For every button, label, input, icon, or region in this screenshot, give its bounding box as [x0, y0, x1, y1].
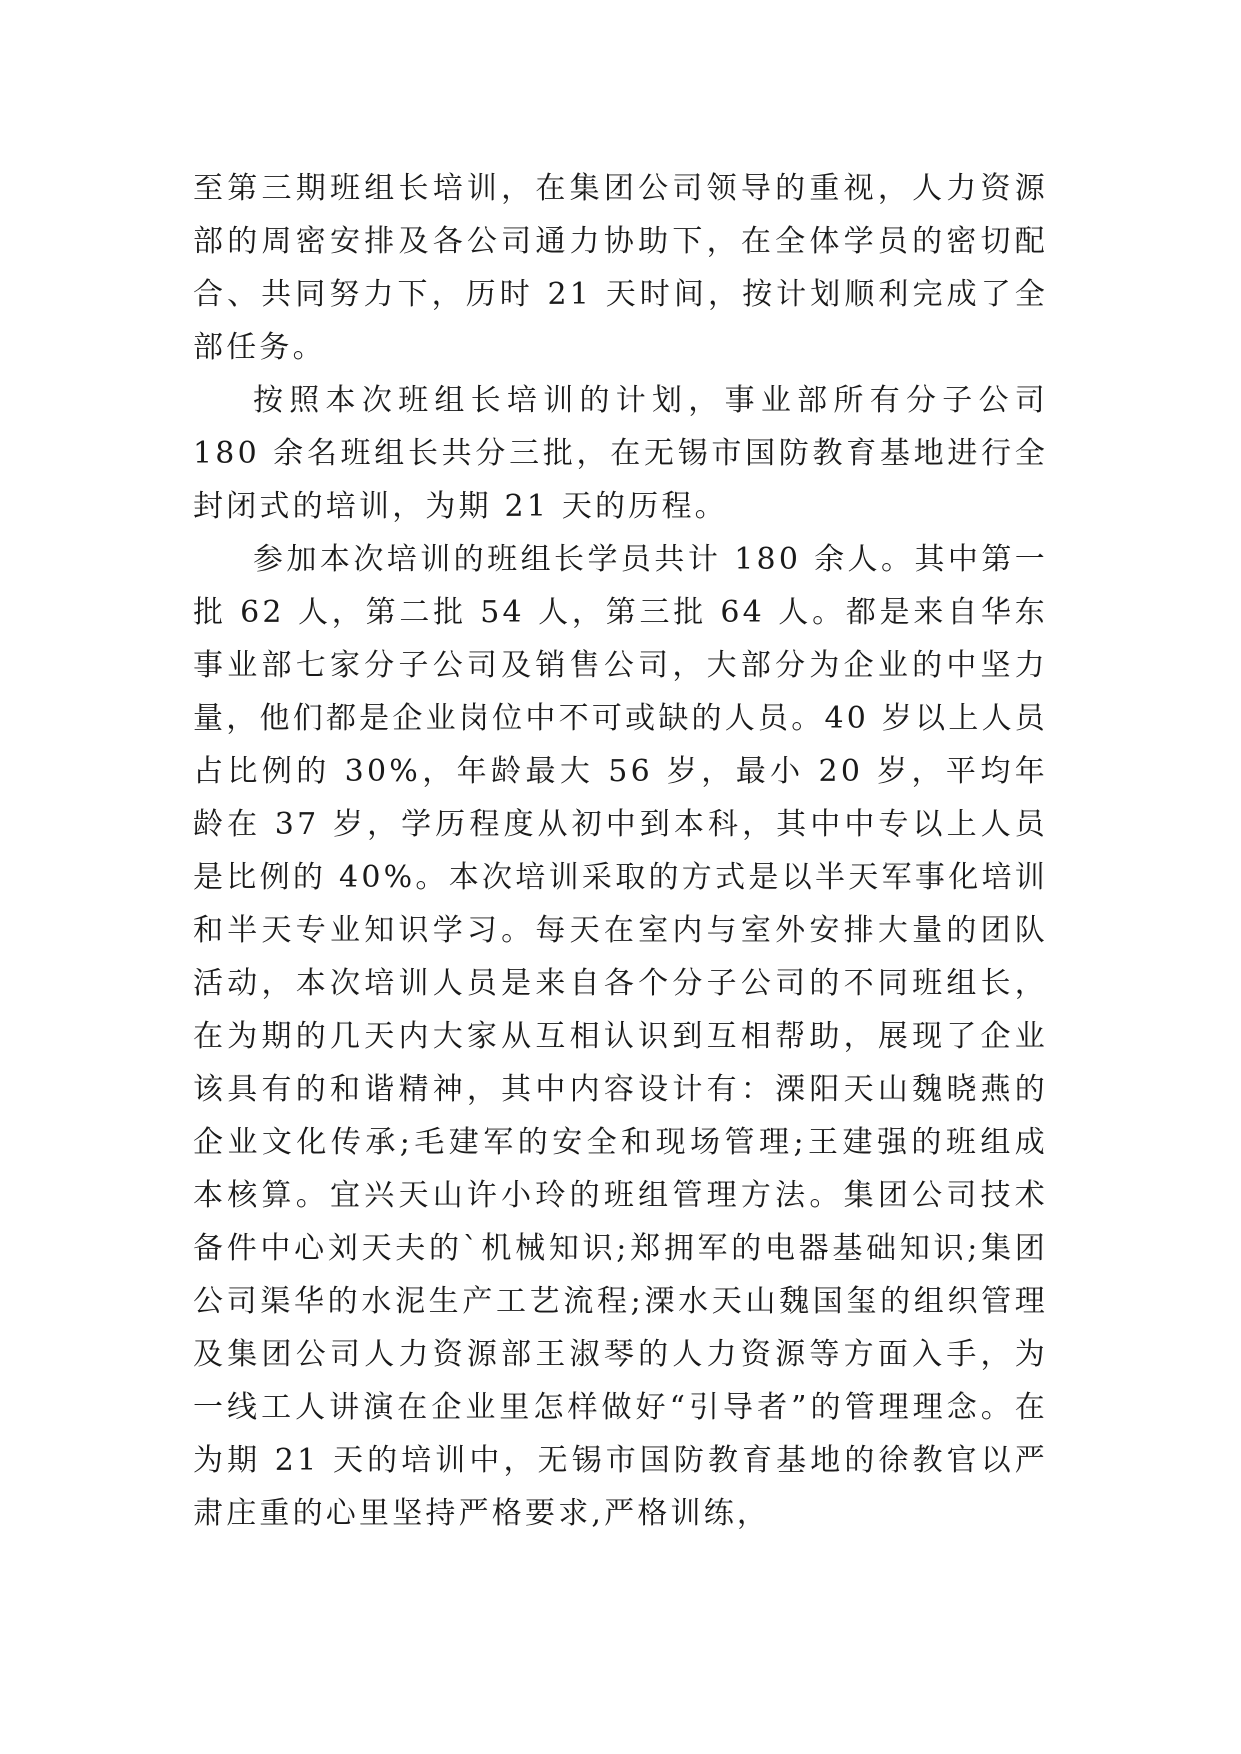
document-body — [193, 162, 1048, 1540]
paragraph-3: 参加本次培训的班组长学员共计 180 余人。其中第一批 62 人，第二批 54 人，第三批 64 人。都是来自华东事业部七家分子公司及销售公司，大部分为企业的中坚力量，他们都是企业岗位中不可或缺的人员。40 岁以上人员占比例的 30%，年龄最大 56 岁，最小 20 岁，平均年龄在 37 岁，学历程度从初中到本科，其中中专以上人员是比例的 40%。本次培训采取的方式是以半天军事化培训和半天专业知识学习。每天在室内与室外安排大量的团队活动，本次培训人员是来自各个分子公司的不同班组长，在为期的几天内大家从互相认识到互相帮助，展现了企业该具有的和谐精神，其中内容设计有：溧阳天山魏晓燕的企业文化传承;毛建军的安全和现场管理;王建强的班组成本核算。宜兴天山许小玲的班组管理方法。集团公司技术备件中心刘天夫的`机械知识;郑拥军的电器基础知识;集团公司渠华的水泥生产工艺流程;溧水天山魏国玺的组织管理及集团公司人力资源部王淑琴的人力资源等方面入手，为一线工人讲演在企业里怎样做好“引导者”的管理理念。在为期 21 天的培训中，无锡市国防教育基地的徐教官以严肃庄重的心里坚持严格要求,严格训练， — [193, 542, 1048, 1531]
paragraph-1: 至第三期班组长培训，在集团公司领导的重视，人力资源部的周密安排及各公司通力协助下，在全体学员的密切配合、共同努力下，历时 21 天时间，按计划顺利完成了全部任务。 — [193, 171, 1048, 365]
paragraph-2: 按照本次班组长培训的计划，事业部所有分子公司 180 余名班组长共分三批，在无锡市国防教育基地进行全封闭式的培训，为期 21 天的历程。 — [193, 383, 1048, 524]
